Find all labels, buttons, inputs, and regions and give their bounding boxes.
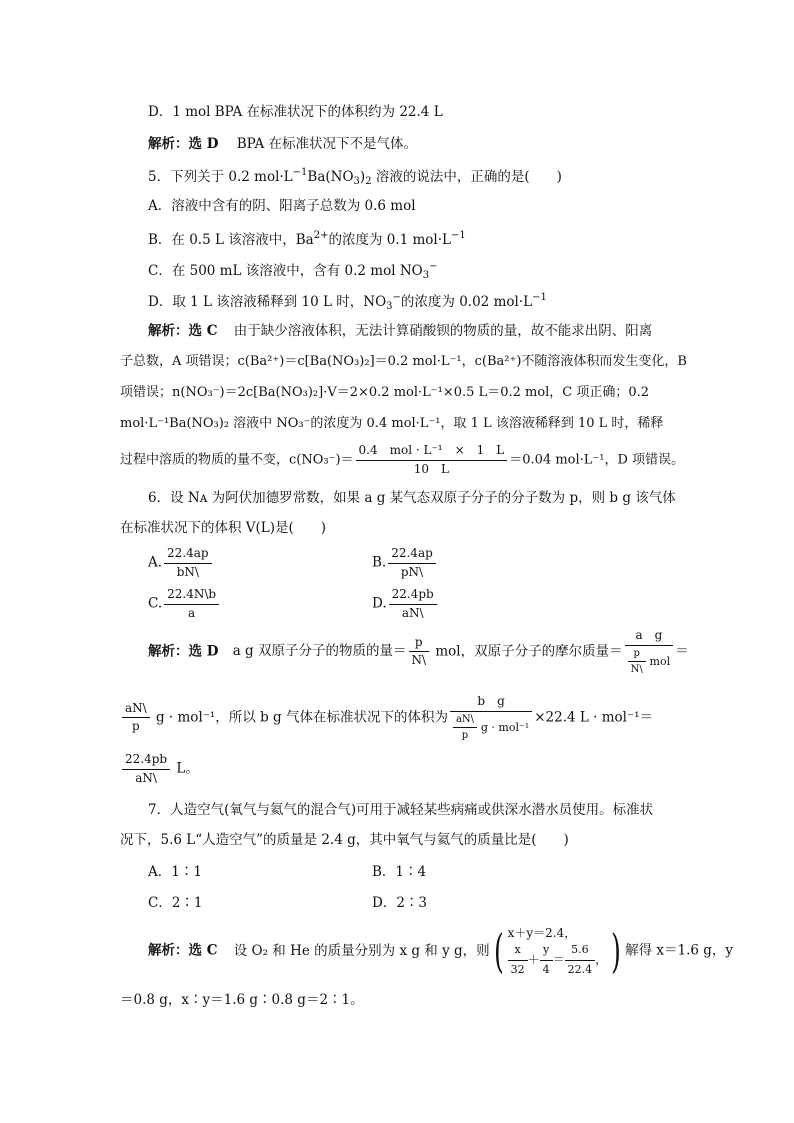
- analysis-6-text-1c: mol，双原子分子的摩尔质量＝: [431, 643, 623, 660]
- analysis-6-frac-1: [409, 635, 430, 669]
- analysis-4: [148, 136, 417, 154]
- eq2-x-num: x: [508, 942, 528, 961]
- q6-option-b: [372, 546, 438, 580]
- analysis-5-fraction: [356, 443, 508, 477]
- q5-optb-b: 的浓度为 0.1 mol·L: [328, 232, 452, 248]
- q6-b-fraction: [388, 546, 436, 580]
- q5-optd-sub: 3: [386, 301, 393, 312]
- eq2-r-frac: [565, 942, 596, 978]
- analysis-5-line-3: [120, 385, 649, 402]
- analysis-6-frac-4-num: b g: [450, 694, 532, 712]
- analysis-6-frac-5-num: 22.4pb: [122, 752, 170, 770]
- equation-2: [508, 942, 608, 978]
- q7-option-a-text: A．1∶1: [148, 864, 202, 880]
- q5-stem-c: ): [359, 169, 366, 185]
- q6-c-fraction: [164, 587, 219, 621]
- eq2-x-frac: [508, 942, 528, 978]
- q7-option-c-text: C．2∶1: [148, 895, 203, 911]
- q6-d-den: aN\: [401, 605, 424, 620]
- q7-option-c: [148, 895, 203, 913]
- analysis-5-text-3: 项错误；n(NO₃⁻)＝2c[Ba(NO₃)₂]·V＝2×0.2 mol·L⁻¹×0.5 L＝0.2 mol，C 项正确；0.2: [120, 385, 650, 400]
- analysis-6-text-2b: ×22.4 L · mol⁻¹＝: [534, 709, 653, 726]
- analysis-6-frac-2-den: [625, 646, 674, 676]
- analysis-6-line-1: [148, 628, 689, 676]
- analysis-7-text-b: 解得 x＝1.6 g，y: [625, 942, 734, 959]
- q6-a-label: A.: [148, 554, 163, 571]
- q6-c-num: 22.4N\b: [164, 587, 219, 605]
- question-7-stem-2: [120, 832, 569, 850]
- q5-option-b: [148, 229, 466, 250]
- analysis-6-line-3: [120, 752, 199, 786]
- q6-b-den: pN\: [400, 564, 424, 579]
- q7-stem-2: 况下，5.6 L“人造空气”的质量是 2.4 g，其中氧气与氦气的质量比是( ): [120, 832, 569, 848]
- analysis-6-frac-1-den: N\: [411, 653, 427, 668]
- q6-a-num: 22.4ap: [164, 546, 212, 564]
- eq2-y-den: 4: [542, 962, 550, 976]
- q6-stem-2: 在标准状况下的体积 V(L)是( ): [120, 520, 327, 536]
- analysis-5-line-5: [120, 443, 684, 477]
- question-6-stem-1: [148, 490, 676, 508]
- q6-a-den: bN\: [176, 564, 199, 579]
- eq2-x-den: 32: [510, 962, 525, 976]
- eq2-y-frac: [540, 942, 553, 978]
- eq2-end: ，: [595, 952, 608, 967]
- q5-optd-sup: −: [392, 292, 401, 303]
- analysis-6-frac-4-inner: [453, 713, 477, 742]
- analysis-6-text-3a: L。: [172, 760, 199, 777]
- q5-stem-a: 5．下列关于 0.2 mol·L: [148, 169, 293, 185]
- analysis-5-text-5b: ＝0.04 mol·L⁻¹，D 项错误。: [509, 452, 685, 468]
- analysis-6-frac-4-inner-den: p: [461, 729, 469, 741]
- analysis-6-text-1b: a g 双原子分子的物质的量＝: [232, 643, 407, 660]
- q6-c-label: C.: [148, 595, 163, 612]
- question-7-stem-1: [148, 802, 653, 820]
- q5-stem-sup: −1: [292, 167, 308, 178]
- analysis-6-frac-4: [450, 694, 532, 742]
- analysis-4-text: BPA 在标准状况下不是气体。: [236, 136, 418, 152]
- q5-optd-b: 的浓度为 0.02 mol·L: [400, 294, 533, 310]
- q6-b-label: B.: [372, 554, 387, 571]
- eq2-r-num: 5.6: [565, 942, 596, 961]
- q5-stem-b: Ba(NO: [307, 169, 354, 185]
- q5-optb-sup: 2+: [313, 230, 329, 241]
- q5-stem-sub2: 2: [365, 176, 372, 187]
- q6-d-label: D.: [372, 595, 387, 612]
- q6-d-num: 22.4pb: [389, 587, 437, 605]
- analysis-5-line-2: [120, 354, 687, 371]
- q6-option-c: [148, 587, 221, 621]
- option-d-prev-text: D．1 mol BPA 在标准状况下的体积约为 22.4 L: [148, 104, 443, 120]
- right-brace: ): [611, 924, 622, 978]
- q7-option-a: [148, 864, 202, 882]
- q5-option-d: [148, 291, 547, 313]
- analysis-5-text-1: 由于缺少溶液体积，无法计算硝酸钡的物质的量，故不能求出阴、阳离: [233, 323, 653, 339]
- analysis-6-frac-3-num: aN\: [122, 701, 150, 719]
- analysis-5-text-4: mol·L⁻¹Ba(NO₃)₂ 溶液中 NO₃⁻的浓度为 0.4 mol·L⁻¹，取 1 L 该溶液稀释到 10 L 时，稀释: [120, 416, 664, 431]
- q5-optb-a: B．在 0.5 L 该溶液中，Ba: [148, 232, 314, 248]
- q5-optc-sup: −: [429, 261, 438, 272]
- analysis-6-line-2: [120, 694, 653, 742]
- question-5-stem: [148, 166, 562, 188]
- q5-stem-d: 溶液的说法中，正确的是( ): [371, 169, 562, 185]
- analysis-5-text-2: 子总数，A 项错误；c(Ba²⁺)＝c[Ba(NO₃)₂]＝0.2 mol·L⁻¹，c(Ba²⁺)不随溶液体积而发生变化，B: [120, 354, 687, 369]
- eq2-r-den: 22.4: [567, 962, 593, 976]
- analysis-6-frac-2: [625, 628, 674, 676]
- q5-option-c: [148, 260, 437, 282]
- q6-a-fraction: [164, 546, 212, 580]
- q7-option-b-text: B．1∶4: [372, 864, 427, 880]
- q5-optc-a: C．在 500 mL 该溶液中，含有 0.2 mol NO: [148, 263, 423, 279]
- analysis-5-fraction-den: 10 L: [413, 461, 450, 476]
- equation-1: x＋y＝2.4，: [507, 926, 577, 940]
- analysis-7-text-2: ＝0.8 g，x∶y＝1.6 g∶0.8 g＝2∶1。: [120, 992, 364, 1008]
- q6-stem-1: 6．设 Nᴀ 为阿伏加德罗常数，如果 a g 某气态双原子分子的分子数为 p，则 b g 该气体: [148, 490, 676, 506]
- q6-option-d: [372, 587, 439, 621]
- analysis-4-lead: 解析：选 D: [148, 136, 219, 152]
- option-d-prev: [148, 104, 443, 122]
- q6-b-num: 22.4ap: [388, 546, 436, 564]
- left-brace: (: [493, 924, 504, 978]
- q6-option-a: [148, 546, 214, 580]
- analysis-5-line-4: [120, 416, 663, 433]
- analysis-6-frac-5: [122, 752, 170, 786]
- eq2-y-num: y: [540, 942, 553, 961]
- analysis-6-lead: 解析：选 D: [148, 643, 219, 660]
- q7-option-d: [372, 895, 427, 913]
- analysis-6-frac-5-den: aN\: [135, 770, 157, 785]
- analysis-6-frac-2-num: a g: [625, 628, 674, 646]
- eq2-plus: ＋: [527, 952, 540, 967]
- analysis-6-frac-1-num: p: [409, 635, 430, 653]
- q5-optb-sup2: −1: [451, 230, 466, 241]
- q5-option-a: [148, 198, 416, 216]
- analysis-6-frac-4-den: [450, 712, 532, 742]
- analysis-6-frac-2-unit: mol: [649, 654, 671, 668]
- equation-system: [508, 924, 608, 978]
- q5-optd-a: D．取 1 L 该溶液稀释到 10 L 时，NO: [148, 294, 387, 310]
- q7-option-b: [372, 864, 426, 882]
- analysis-6-frac-3: [122, 701, 150, 735]
- analysis-5-text-5a: 过程中溶质的物质的量不变，c(NO₃⁻)＝: [120, 452, 354, 468]
- analysis-6-frac-4-unit: g · mol⁻¹: [480, 720, 530, 734]
- analysis-7-text-a: 设 O₂ 和 He 的质量分别为 x g 和 y g，则: [233, 942, 490, 959]
- q6-d-fraction: [389, 587, 437, 621]
- q5-stem-sub: 3: [353, 176, 360, 187]
- analysis-6-frac-2-inner-num: p: [628, 647, 646, 662]
- analysis-5-line-1: [148, 323, 652, 341]
- eq2-equals: ＝: [552, 952, 565, 967]
- analysis-6-frac-3-den: p: [132, 719, 140, 734]
- q7-option-d-text: D．2∶3: [372, 895, 428, 911]
- analysis-7-lead: 解析：选 C: [148, 942, 218, 959]
- q5-optc-sub: 3: [422, 270, 430, 281]
- analysis-6-frac-4-inner-num: aN\: [453, 713, 477, 728]
- analysis-5-lead: 解析：选 C: [148, 323, 218, 339]
- q5-optd-sup2: −1: [532, 292, 547, 303]
- q6-c-den: a: [188, 605, 196, 620]
- analysis-6-text-1d: ＝: [675, 643, 689, 660]
- q7-stem-1: 7．人造空气(氧气与氦气的混合气)可用于减轻某些病痛或供深水潜水员使用。标准状: [148, 802, 654, 818]
- analysis-6-frac-2-inner: [628, 647, 646, 676]
- analysis-5-fraction-num: 0.4 mol · L⁻¹ × 1 L: [356, 443, 508, 461]
- analysis-6-frac-2-inner-den: N\: [630, 663, 643, 675]
- q5-option-a-text: A．溶液中含有的阴、阳离子总数为 0.6 mol: [148, 198, 416, 214]
- analysis-6-text-2a: g · mol⁻¹，所以 b g 气体在标准状况下的体积为: [151, 709, 448, 726]
- question-6-stem-2: [120, 520, 326, 538]
- analysis-7-line-1: [148, 924, 733, 978]
- analysis-7-line-2: [120, 992, 364, 1010]
